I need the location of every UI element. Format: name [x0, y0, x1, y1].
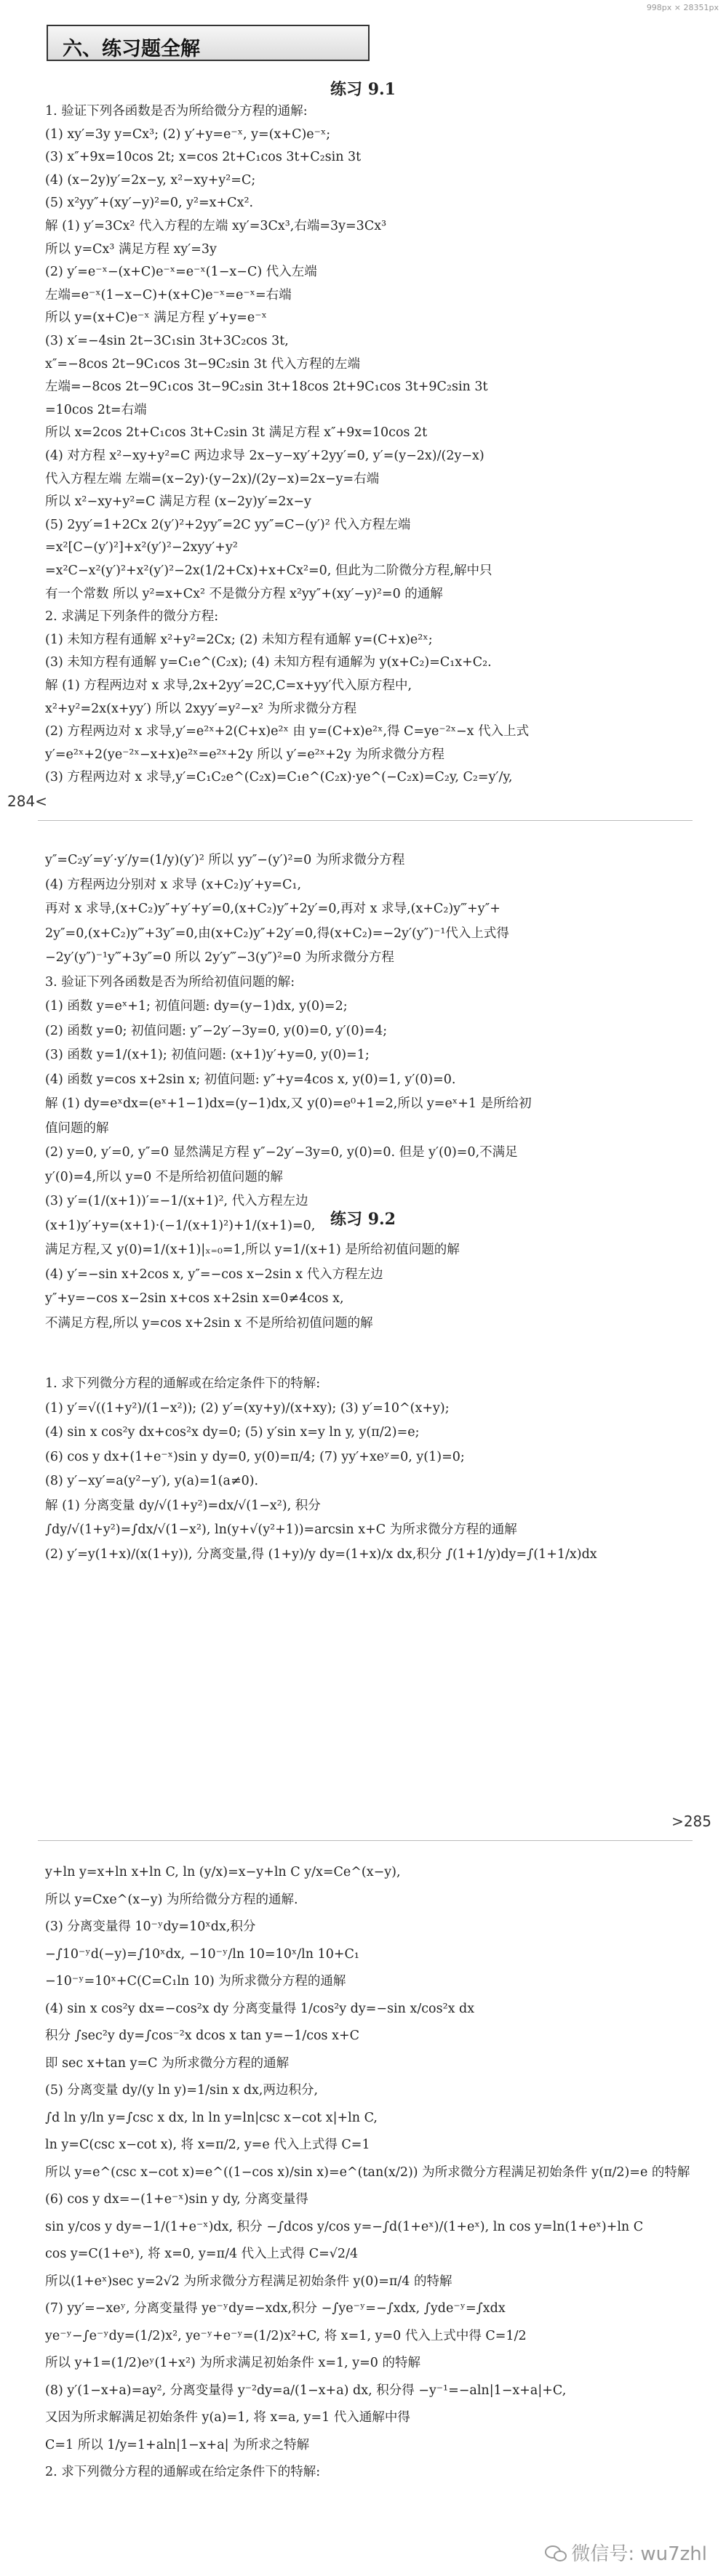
text-line: y″=C₂y′=y′·y′/y=(1/y)(y′)² 所以 yy″−(y′)²=0 为所求微分方程	[45, 853, 405, 867]
text-line: cos y=C(1+eˣ), 将 x=0, y=π/4 代入上式得 C=√2/4	[45, 2247, 359, 2261]
text-line: −2y′(y″)⁻¹y‴+3y″=0 所以 2y′y‴−3(y″)²=0 为所求微分方程	[45, 950, 394, 965]
text-line: 所以 y=Cxe^(x−y) 为所给微分方程的通解.	[45, 1892, 298, 1907]
text-line: 所以 y=e^(csc x−cot x)=e^((1−cos x)/sin x)=e^(tan(x/2)) 为所求微分方程满足初始条件 y(π/2)=e 的特解	[45, 2164, 690, 2180]
text-line: 所以 y=Cx³ 满足方程 xy′=3y	[45, 241, 217, 257]
text-line: (3) 未知方程有通解 y=C₁e^(C₂x); (4) 未知方程有通解为 y(x+C₂)=C₁x+C₂.	[45, 655, 492, 670]
text-line: 所以 y=(x+C)e⁻ˣ 满足方程 y′+y=e⁻ˣ	[45, 310, 267, 326]
page-divider	[38, 1840, 693, 1841]
text-line: (8) y′(1−x+a)=ay², 分离变量得 y⁻²dy=a/(1−x+a) dx, 积分得 −y⁻¹=−aln|1−x+a|+C,	[45, 2383, 567, 2398]
text-line: 2y″=0,(x+C₂)y‴+3y″=0,由(x+C₂)y″+2y′=0,得(x+C₂)=−2y′(y″)⁻¹代入上式得	[45, 926, 509, 941]
page-286	[0, 1843, 726, 2576]
text-line: (4) 对方程 x²−xy+y²=C 两边求导 2x−y−xy′+2yy′=0, y′=(y−2x)/(2y−x)	[45, 449, 484, 463]
text-line: (4) sin x cos²y dx=−cos²x dy 分离变量得 1/cos²y dy=−sin x/cos²x dx	[45, 2001, 475, 2016]
text-line: =x²C−x²(y′)²+x²(y′)²−2x(1/2+Cx)+x+Cx²=0, 但此为二阶微分方程,解中只	[45, 563, 492, 578]
text-line: 所以 x²−xy+y²=C 满足方程 (x−2y)y′=2x−y	[45, 494, 311, 510]
text-line: (3) 分离变量得 10⁻ʸdy=10ˣdx,积分	[45, 1919, 256, 1934]
text-line: (3) x″+9x=10cos 2t; x=cos 2t+C₁cos 3t+C₂sin 3t	[45, 150, 362, 165]
text-line: 左端=e⁻ˣ(1−x−C)+(x+C)e⁻ˣ=e⁻ˣ=右端	[45, 287, 292, 302]
text-line: y+ln y=x+ln x+ln C, ln (y/x)=x−y+ln C y/x=Ce^(x−y),	[45, 1865, 401, 1879]
text-line: x²+y²=2x(x+yy′) 所以 2xyy′=y²−x² 为所求微分方程	[45, 701, 357, 716]
text-line: 所以 y+1=(1/2)eʸ(1+x²) 为所求满足初始条件 x=1, y=0 的特解	[45, 2356, 420, 2370]
text-line: 即 sec x+tan y=C 为所求微分方程的通解	[45, 2055, 290, 2071]
text-line: 1. 求下列微分方程的通解或在给定条件下的特解:	[45, 1376, 321, 1391]
text-line: y′(0)=4,所以 y=0 不是所给初值问题的解	[45, 1169, 283, 1184]
text-line: ∫d ln y/ln y=∫csc x dx, ln ln y=ln|csc x−cot x|+ln C,	[45, 2110, 378, 2125]
text-line: 解 (1) 方程两边对 x 求导,2x+2yy′=2C,C=x+yy′代入原方程中,	[45, 678, 412, 693]
text-line: (4) y′=−sin x+2cos x, y″=−cos x−2sin x 代入方程左边	[45, 1267, 383, 1282]
text-line: (2) y′=e⁻ˣ−(x+C)e⁻ˣ=e⁻ˣ(1−x−C) 代入左端	[45, 265, 317, 280]
text-line: 2. 求下列微分方程的通解或在给定条件下的特解:	[45, 2465, 321, 2479]
exercise-title: 练习 9.2	[330, 1210, 396, 1229]
section-title: 六、练习题全解	[63, 38, 200, 60]
text-line: 满足方程,又 y(0)=1/(x+1)|ₓ₌₀=1,所以 y=1/(x+1) 是所给初值问题的解	[45, 1243, 460, 1257]
text-line: ln y=C(csc x−cot x), 将 x=π/2, y=e 代入上式得 C=1	[45, 2138, 370, 2152]
text-line: (5) 分离变量 dy/(y ln y)=1/sin x dx,两边积分,	[45, 2083, 319, 2098]
text-line: (4) 方程两边分别对 x 求导 (x+C₂)y′+y=C₁,	[45, 877, 302, 892]
text-line: −∫10⁻ʸd(−y)=∫10ˣdx, −10⁻ʸ/ln 10=10ˣ/ln 10+C₁	[45, 1946, 359, 1962]
text-line: 再对 x 求导,(x+C₂)y″+y′+y′=0,(x+C₂)y″+2y′=0,再对 x 求导,(x+C₂)y‴+y″+	[45, 902, 500, 916]
text-line: (5) 2yy′=1+2Cx 2(y′)²+2yy″=2C yy″=C−(y′)² 代入方程左端	[45, 517, 411, 532]
watermark-text: 微信号: wu7zhl	[571, 2543, 707, 2565]
text-line: ye⁻ʸ−∫e⁻ʸdy=(1/2)x², ye⁻ʸ+e⁻ʸ=(1/2)x²+C, 将 x=1, y=0 代入上式中得 C=1/2	[45, 2328, 527, 2343]
text-line: (2) 函数 y=0; 初值问题: y″−2y′−3y=0, y(0)=0, y′(0)=4;	[45, 1023, 388, 1038]
exercise-title: 练习 9.1	[330, 80, 396, 99]
text-line: (8) y′−xy′=a(y²−y′), y(a)=1(a≠0).	[45, 1474, 259, 1488]
page-285	[0, 825, 726, 1843]
text-line: y″+y=−cos x−2sin x+cos x+2sin x=0≠4cos x,	[45, 1291, 344, 1306]
text-line: x″=−8cos 2t−9C₁cos 3t−9C₂sin 3t 代入方程的左端	[45, 356, 361, 372]
text-line: (3) y′=(1/(x+1))′=−1/(x+1)², 代入方程左边	[45, 1194, 308, 1208]
wechat-icon	[545, 2544, 567, 2561]
text-line: ∫dy/√(1+y²)=∫dx/√(1−x²), ln(y+√(y²+1))=arcsin x+C 为所求微分方程的通解	[45, 1522, 517, 1537]
page-284	[0, 0, 726, 825]
text-line: (4) 函数 y=cos x+2sin x; 初值问题: y″+y=4cos x, y(0)=1, y′(0)=0.	[45, 1072, 456, 1087]
text-line: (3) 方程两边对 x 求导,y′=C₁C₂e^(C₂x)=C₁e^(C₂x)·ye^(−C₂x)=C₂y, C₂=y′/y,	[45, 770, 513, 785]
text-line: 不满足方程,所以 y=cos x+2sin x 不是所给初值问题的解	[45, 1315, 373, 1331]
text-line: (3) 函数 y=1/(x+1); 初值问题: (x+1)y′+y=0, y(0)=1;	[45, 1048, 370, 1062]
text-line: 所以(1+eˣ)sec y=2√2 为所求微分方程满足初始条件 y(0)=π/4 的特解	[45, 2274, 452, 2289]
text-line: 有一个常数 所以 y²=x+Cx² 不是微分方程 x²yy″+(xy′−y)²=0 的通解	[45, 586, 443, 601]
page-number: >285	[671, 1813, 711, 1830]
text-line: sin y/cos y dy=−1/(1+e⁻ˣ)dx, 积分 −∫dcos y/cos y=−∫d(1+eˣ)/(1+eˣ), ln cos y=ln(1+eˣ)+ln C	[45, 2219, 644, 2234]
page-number: 284<	[7, 793, 47, 810]
text-line: 左端=−8cos 2t−9C₁cos 3t−9C₂sin 3t+18cos 2t+9C₁cos 3t+9C₂sin 3t	[45, 380, 488, 395]
text-line: 所以 x=2cos 2t+C₁cos 3t+C₂sin 3t 满足方程 x″+9x=10cos 2t	[45, 425, 428, 441]
text-line: 解 (1) 分离变量 dy/√(1+y²)=dx/√(1−x²), 积分	[45, 1498, 321, 1513]
text-line: (4) sin x cos²y dx+cos²x dy=0; (5) y′sin x=y ln y, y(π/2)=e;	[45, 1425, 420, 1440]
text-line: 值问题的解	[45, 1120, 109, 1136]
text-line: C=1 所以 1/y=1+aln|1−x+a| 为所求之特解	[45, 2437, 310, 2452]
text-line: (x+1)y′+y=(x+1)·(−1/(x+1)²)+1/(x+1)=0,	[45, 1218, 316, 1233]
text-line: 又因为所求解满足初始条件 y(a)=1, 将 x=a, y=1 代入通解中得	[45, 2410, 410, 2425]
text-line: 代入方程左端 左端=(x−2y)·(y−2x)/(2y−x)=2x−y=右端	[45, 471, 380, 486]
text-line: y′=e²ˣ+2(ye⁻²ˣ−x+x)e²ˣ=e²ˣ+2y 所以 y′=e²ˣ+2y 为所求微分方程	[45, 747, 444, 762]
text-line: 解 (1) y′=3Cx² 代入方程的左端 xy′=3Cx³,右端=3y=3Cx³	[45, 219, 387, 233]
text-line: (2) 方程两边对 x 求导,y′=e²ˣ+2(C+x)e²ˣ 由 y=(C+x)e²ˣ,得 C=ye⁻²ˣ−x 代入上式	[45, 724, 530, 739]
text-line: (6) cos y dx=−(1+e⁻ˣ)sin y dy, 分离变量得	[45, 2192, 308, 2207]
section-header	[47, 25, 370, 61]
watermark	[545, 2539, 707, 2566]
text-line: (7) yy′=−xeʸ, 分离变量得 ye⁻ʸdy=−xdx,积分 −∫ye⁻ʸ=−∫xdx, ∫yde⁻ʸ=∫xdx	[45, 2301, 506, 2316]
text-line: (1) 未知方程有通解 x²+y²=2Cx; (2) 未知方程有通解 y=(C+x)e²ˣ;	[45, 632, 433, 647]
text-line: 3. 验证下列各函数是否为所给初值问题的解:	[45, 974, 295, 990]
text-line: (1) y′=√((1+y²)/(1−x²)); (2) y′=(xy+y)/(x+xy); (3) y′=10^(x+y);	[45, 1400, 450, 1416]
text-line: (1) 函数 y=eˣ+1; 初值问题: dy=(y−1)dx, y(0)=2;	[45, 999, 348, 1014]
text-line: 积分 ∫sec²y dy=∫cos⁻²x dcos x tan y=−1/cos x+C	[45, 2029, 360, 2043]
page-divider	[38, 820, 693, 821]
text-line: (5) x²yy″+(xy′−y)²=0, y²=x+Cx².	[45, 196, 254, 211]
text-line: =10cos 2t=右端	[45, 402, 147, 417]
text-line: (6) cos y dx+(1+e⁻ˣ)sin y dy=0, y(0)=π/4; (7) yy′+xeʸ=0, y(1)=0;	[45, 1449, 465, 1464]
text-line: (3) x′=−4sin 2t−3C₁sin 3t+3C₂cos 3t,	[45, 334, 289, 348]
text-line: 1. 验证下列各函数是否为所给微分方程的通解:	[45, 104, 308, 119]
image-size-info: 998px × 28351px	[646, 3, 719, 12]
text-line: =x²[C−(y′)²]+x²(y′)²−2xyy′+y²	[45, 540, 238, 555]
text-line: 解 (1) dy=eˣdx=(eˣ+1−1)dx=(y−1)dx,又 y(0)=e⁰+1=2,所以 y=eˣ+1 是所给初	[45, 1096, 532, 1111]
text-line: (1) xy′=3y y=Cx³; (2) y′+y=e⁻ˣ, y=(x+C)e⁻ˣ;	[45, 127, 331, 142]
text-line: (4) (x−2y)y′=2x−y, x²−xy+y²=C;	[45, 172, 256, 188]
text-line: 2. 求满足下列条件的微分方程:	[45, 609, 219, 625]
text-line: (2) y′=y(1+x)/(x(1+y)), 分离变量,得 (1+y)/y dy=(1+x)/x dx,积分 ∫(1+1/y)dy=∫(1+1/x)dx	[45, 1546, 597, 1562]
text-line: (2) y=0, y′=0, y″=0 显然满足方程 y″−2y′−3y=0, y(0)=0. 但是 y′(0)=0,不满足	[45, 1145, 518, 1160]
text-line: −10⁻ʸ=10ˣ+C(C=C₁ln 10) 为所求微分方程的通解	[45, 1974, 346, 1989]
